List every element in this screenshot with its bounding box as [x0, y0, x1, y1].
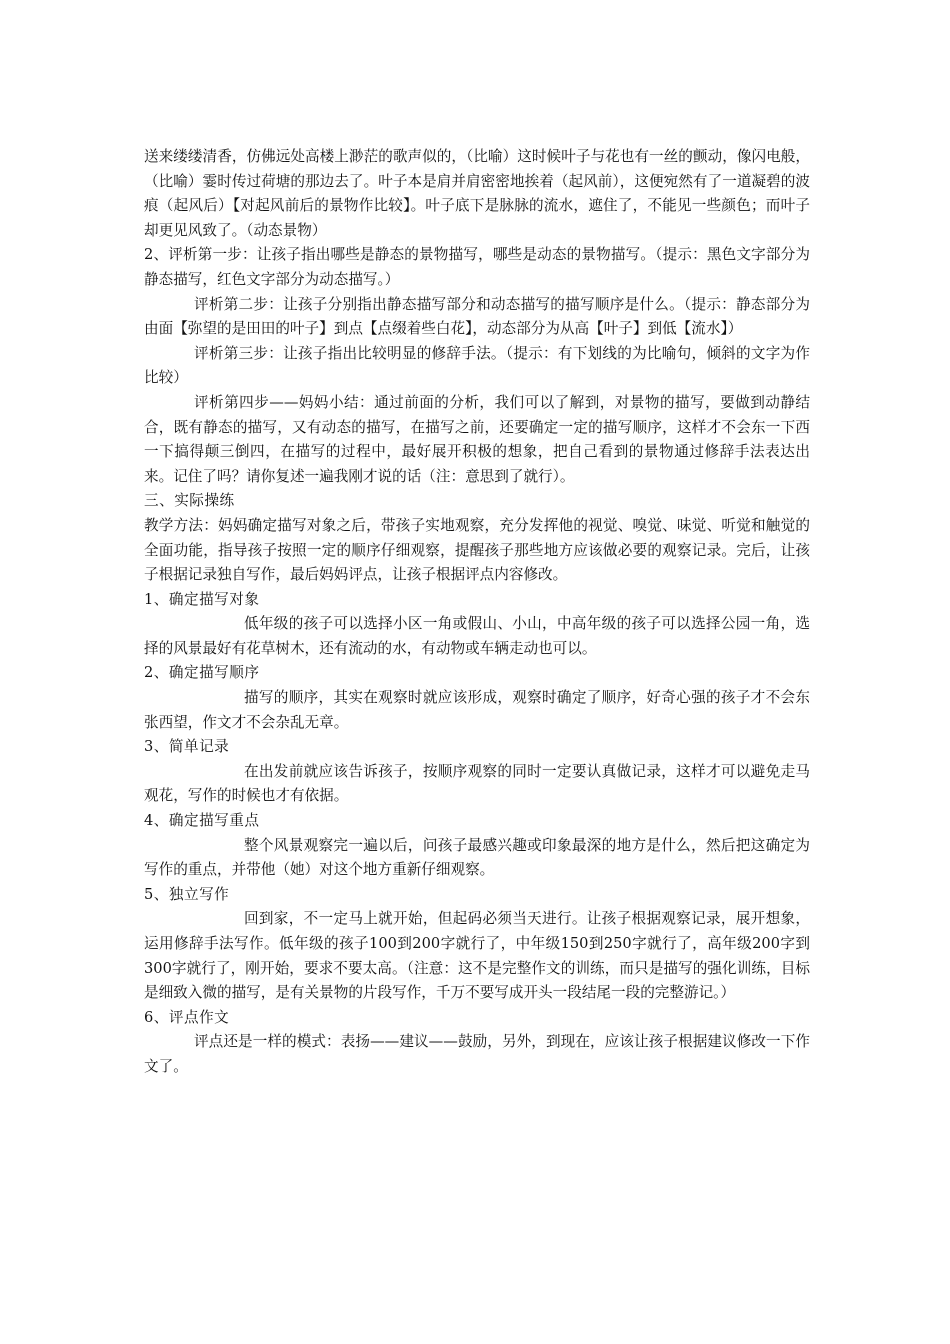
paragraph-determine-object: 低年级的孩子可以选择小区一角或假山、小山，中高年级的孩子可以选择公园一角，选择的风景最好有花草树木，还有流动的水，有动物或车辆走动也可以。	[144, 615, 810, 657]
paragraph-simple-record: 在出发前就应该告诉孩子，按顺序观察的同时一定要认真做记录，这样才可以避免走马观花，写作的时候也才有依据。	[144, 762, 810, 805]
paragraph-determine-order: 描写的顺序，其实在观察时就应该形成，观察时确定了顺序，好奇心强的孩子才不会东张西望，作文才不会杂乱无章。	[144, 689, 810, 731]
subheading-comment-essay: 6、评点作文	[144, 1008, 230, 1026]
paragraph-analysis-step-1: 2、评析第一步：让孩子指出哪些是静态的景物描写，哪些是动态的景物描写。（提示：黑色文字部分为静态描写，红色文字部分为动态描写。）	[144, 246, 810, 288]
paragraph-analysis-step-4: 评析第四步——妈妈小结：通过前面的分析，我们可以了解到，对景物的描写，要做到动静结合，既有静态的描写，又有动态的描写，在描写之前，还要确定一定的描写顺序，这样才不会东一下西一下搞得颠三倒四，在描写的过程中，最好展开积极的想象，把自己看到的景物通过修辞手法表达出来。记住了吗？请你复述一遍我刚才说的话（注：意思到了就行）。	[144, 393, 810, 485]
paragraph-teaching-method: 教学方法：妈妈确定描写对象之后，带孩子实地观察，充分发挥他的视觉、嗅觉、味觉、听觉和触觉的全面功能，指导孩子按照一定的顺序仔细观察，提醒孩子那些地方应该做必要的观察记录。完后，让孩子根据记录独自写作，最后妈妈评点，让孩子根据评点内容修改。	[144, 516, 810, 584]
paragraph-independent-writing: 回到家，不一定马上就开始，但起码必须当天进行。让孩子根据观察记录，展开想象，运用修辞手法写作。低年级的孩子100到200字就行了，中年级150到250字就行了，高年级200字到300字就行了，刚开始，要求不要太高。（注意：这不是完整作文的训练，而只是描写的强化训练，目标是细致入微的描写，是有关景物的片段写作，千万不要写成开头一段结尾一段的完整游记。）	[144, 910, 810, 1002]
paragraph-analysis-step-2: 评析第二步：让孩子分别指出静态描写部分和动态描写的描写顺序是什么。（提示：静态部分为由面【弥望的是田田的叶子】到点【点缀着些白花】，动态部分为从高【叶子】到低【流水】）	[144, 295, 810, 338]
document-body	[144, 145, 810, 1080]
subheading-determine-focus: 4、确定描写重点	[144, 812, 260, 830]
paragraph-determine-focus: 整个风景观察完一遍以后，问孩子最感兴趣或印象最深的地方是什么，然后把这确定为写作的重点，并带他（她）对这个地方重新仔细观察。	[144, 836, 810, 879]
section-heading-practice: 三、实际操练	[144, 492, 235, 510]
subheading-simple-record: 3、简单记录	[144, 738, 230, 756]
paragraph-analysis-step-3: 评析第三步：让孩子指出比较明显的修辞手法。（提示：有下划线的为比喻句，倾斜的文字为作比较）	[144, 344, 810, 387]
paragraph-lotus-excerpt: 送来缕缕清香，仿佛远处高楼上渺茫的歌声似的，（比喻）这时候叶子与花也有一丝的颤动，像闪电般，（比喻）霎时传过荷塘的那边去了。叶子本是肩并肩密密地挨着（起风前），这便宛然有了一道凝碧的波痕（起风后）【对起风前后的景物作比较】。叶子底下是脉脉的流水，遮住了，不能见一些颜色；而叶子却更见风致了。（动态景物）	[144, 148, 810, 239]
subheading-determine-object: 1、确定描写对象	[144, 590, 260, 608]
subheading-determine-order: 2、确定描写顺序	[144, 664, 260, 682]
paragraph-comment-essay: 评点还是一样的模式：表扬——建议——鼓励，另外，到现在，应该让孩子根据建议修改一下作文了。	[144, 1033, 810, 1075]
subheading-independent-writing: 5、独立写作	[144, 885, 230, 903]
